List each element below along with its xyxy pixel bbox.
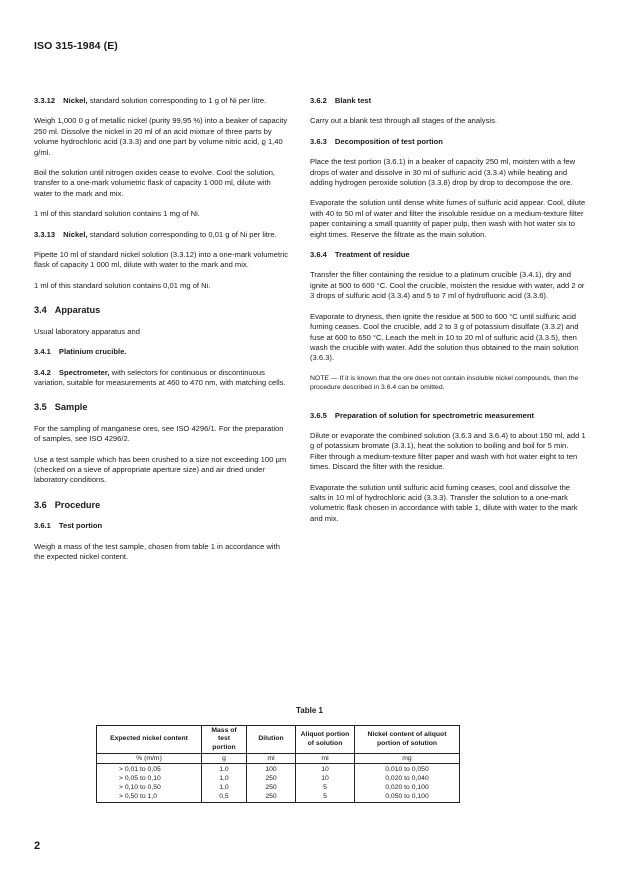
section-heading — [310, 411, 586, 421]
section-title: Apparatus — [54, 305, 101, 316]
paragraph: Weigh a mass of the test sample, chosen from table 1 in accordance with the expected nickel content. — [34, 541, 280, 561]
clause-text: standard solution corresponding to 1 g of Ni per litre. — [89, 96, 267, 105]
section-number: 3.6.3 — [310, 136, 327, 146]
section-number: 3.4.1 — [34, 347, 51, 357]
section-title: Test portion — [58, 521, 103, 531]
numbered-paragraph — [34, 368, 290, 389]
paragraph: Pipette 10 ml of standard nickel solution (3.3.12) into a one-mark volumetric flask of capacity 1 000 ml, dilute with water to the mark and mix. — [34, 250, 289, 270]
section-heading — [34, 500, 290, 510]
section-heading — [34, 521, 290, 531]
th-nickel-content: Nickel content of aliquot portion of solution — [355, 726, 460, 754]
section-number: 3.4 — [34, 305, 47, 316]
paragraph: Weigh 1,000 0 g of metallic nickel (purity 99,95 %) into a beaker of capacity 250 ml. Dissolve the nickel in 20 ml of an acid mixture of three parts by volume hydrochloric acid (3.3.3) and one part by volume nitric acid, ϱ 1,40 g/ml. — [34, 116, 288, 157]
section-title: Treatment of residue — [334, 250, 410, 260]
nickel-table — [96, 725, 460, 803]
section-heading — [310, 250, 586, 260]
col-dilution-values — [247, 764, 296, 803]
section-heading — [34, 402, 290, 412]
cell-value: 250 — [265, 793, 277, 801]
cell-value: 100 — [265, 766, 277, 774]
cell-value: 1,0 — [219, 775, 229, 783]
cell-value: 5 — [323, 793, 327, 801]
section-title: Platinium crucible. — [58, 347, 127, 357]
cell-value: 5 — [323, 784, 327, 792]
table-header-row — [97, 726, 460, 754]
cell-value: 0,050 to 0,100 — [385, 793, 429, 801]
clause-text: standard solution corresponding to 0,01 g of Ni per litre. — [89, 229, 277, 239]
paragraph: Evaporate the solution until dense white fumes of sulfuric acid appear. Cool, dilute with 40 to 50 ml of water and filter the insoluble residue on a medium-texture filter paper containing a small quantity of paper pulp, then wash with hot water six to eight times. Reserve the filtrate as the main solution. — [310, 198, 586, 239]
numbered-paragraph — [34, 96, 290, 106]
clause-number: 3.3.12 — [34, 96, 56, 105]
table-units-row — [97, 754, 460, 764]
cell-value: 0,020 to 0,040 — [385, 775, 429, 783]
right-column — [310, 96, 586, 534]
table-data-row — [97, 764, 460, 803]
paragraph: Use a test sample which has been crushed to a size not exceeding 100 µm (checked on a sieve of appropriate aperture size) and air dried under laboratory conditions. — [34, 454, 287, 485]
section-heading — [34, 347, 290, 357]
left-column — [34, 96, 290, 572]
section-number: 3.6.1 — [34, 521, 51, 531]
cell-value: 10 — [321, 775, 329, 783]
col-aliquot-values — [296, 764, 355, 803]
col-nickel-values — [355, 764, 460, 803]
cell-value: > 0,05 to 0,10 — [119, 775, 161, 783]
th-mass: Mass of test portion — [202, 726, 247, 754]
section-title: Decomposition of test portion — [334, 136, 443, 146]
cell-value: > 0,50 to 1,0 — [119, 793, 157, 801]
col-mass-values — [202, 764, 247, 803]
cell-value: 1,0 — [219, 766, 229, 774]
clause-text: with selectors for continuous or discontinuous variation, suitable for measurements at 460 to 470 nm, with matching cells. — [34, 367, 286, 387]
section-number: 3.6.5 — [310, 410, 327, 420]
clause-number: 3.3.13 — [34, 229, 56, 239]
section-title: Sample — [54, 402, 88, 413]
paragraph: Carry out a blank test through all stages of the analysis. — [310, 116, 497, 126]
cell-value: 250 — [265, 784, 277, 792]
note: NOTE — If it is known that the ore does not contain insoluble nickel compounds, then the procedure described in 3.6.4 can be omitted. — [310, 374, 579, 392]
paragraph: Evaporate the solution until sulfuric acid fuming ceases, cool and dissolve the salts in 10 ml of hydrochloric acid (3.3.3). Transfer the solution to a one-mark volumetric flask chosen in accordance with table 1, dilute with water to the mark and mix. — [310, 482, 578, 523]
paragraph: Transfer the filter containing the residue to a platinum crucible (3.4.1), dry and ignite at 500 to 600 °C. Cool the crucible, moisten the residue with water, add 2 or 3 drops of sulfuric acid (3.3.4) and 5 to 7 ml of hydrofluoric acid (3.3.6). — [310, 270, 585, 301]
numbered-paragraph — [34, 230, 290, 240]
cell-value: 0,020 to 0,100 — [385, 784, 429, 792]
clause-title: Nickel, — [63, 229, 88, 239]
paragraph: For the sampling of manganese ores, see ISO 4296/1. For the preparation of samples, see ISO 4296/2. — [34, 423, 284, 444]
clause-title: Nickel, — [63, 96, 88, 105]
paragraph: 1 ml of this standard solution contains 1 mg of Ni. — [34, 209, 200, 219]
table-caption: Table 1 — [296, 706, 323, 715]
section-title: Procedure — [54, 499, 101, 510]
cell-value: 0,5 — [219, 793, 229, 801]
page-number: 2 — [34, 840, 41, 852]
clause-number: 3.4.2 — [34, 367, 51, 377]
section-title: Blank test — [334, 96, 372, 105]
section-number: 3.6.4 — [310, 250, 327, 260]
paragraph: Boil the solution until nitrogen oxides cease to evolve. Cool the solution, transfer to a one-mark volumetric flask of capacity 1 000 ml, dilute with water to the mark and mix. — [34, 168, 276, 198]
unit-cell: ml — [247, 754, 296, 764]
cell-value: > 0,10 to 0,50 — [119, 784, 161, 792]
section-number: 3.5 — [34, 402, 47, 413]
paragraph: Dilute or evaporate the combined solution (3.6.3 and 3.6.4) to about 150 ml, add 1 g of potassium bromate (3.3.1), heat the solution to boiling and boil for 5 min. Filter through a medium-texture filter paper and wash with hot water eight to ten times. Discard the filter with the residue. — [310, 430, 586, 472]
paragraph: Place the test portion (3.6.1) in a beaker of capacity 250 ml, moisten with a few drops of water and dissolve in 30 ml of sulfuric acid (3.3.4) while heating and adding hydrogen peroxide solution (3.3.8) drop by drop to decompose the ore. — [310, 157, 576, 188]
col-expected-values — [97, 764, 202, 803]
paragraph: Evaporate to dryness, then ignite the residue at 500 to 600 °C until sulfuric acid fuming ceases. Cool the crucible, add 2 to 3 g of potassium disulfate (3.3.2) and fuse at 600 to 650 °C. Leach the melt in 10 to 20 ml of sulfuric acid (3.3.5), then wash the crucible with water. Add the solution thus obtained to the main solution (3.6.3). — [310, 311, 579, 363]
unit-cell: ml — [296, 754, 355, 764]
section-title: Preparation of solution for spectrometric measurement — [334, 410, 535, 420]
page-header: ISO 315-1984 (E) — [34, 40, 118, 52]
cell-value: 10 — [321, 766, 329, 774]
cell-value: 0,010 to 0,050 — [385, 766, 429, 774]
paragraph: Usual laboratory apparatus and — [34, 326, 140, 336]
clause-title: Spectrometer, — [58, 367, 110, 377]
unit-cell: % (m/m) — [97, 754, 202, 764]
unit-cell: mg — [355, 754, 460, 764]
th-dilution: Dilution — [247, 726, 296, 754]
cell-value: 250 — [265, 775, 277, 783]
cell-value: 1,0 — [219, 784, 229, 792]
section-number: 3.6 — [34, 499, 47, 510]
section-number: 3.6.2 — [310, 96, 327, 105]
unit-cell: g — [202, 754, 247, 764]
th-aliquot: Aliquot portion of solution — [296, 726, 355, 754]
th-expected-nickel: Expected nickel content — [97, 726, 202, 754]
section-heading — [34, 305, 290, 315]
cell-value: > 0,01 to 0,05 — [119, 766, 161, 774]
paragraph: 1 ml of this standard solution contains 0,01 mg of Ni. — [34, 280, 211, 290]
section-heading — [310, 96, 586, 106]
section-heading — [310, 137, 586, 147]
